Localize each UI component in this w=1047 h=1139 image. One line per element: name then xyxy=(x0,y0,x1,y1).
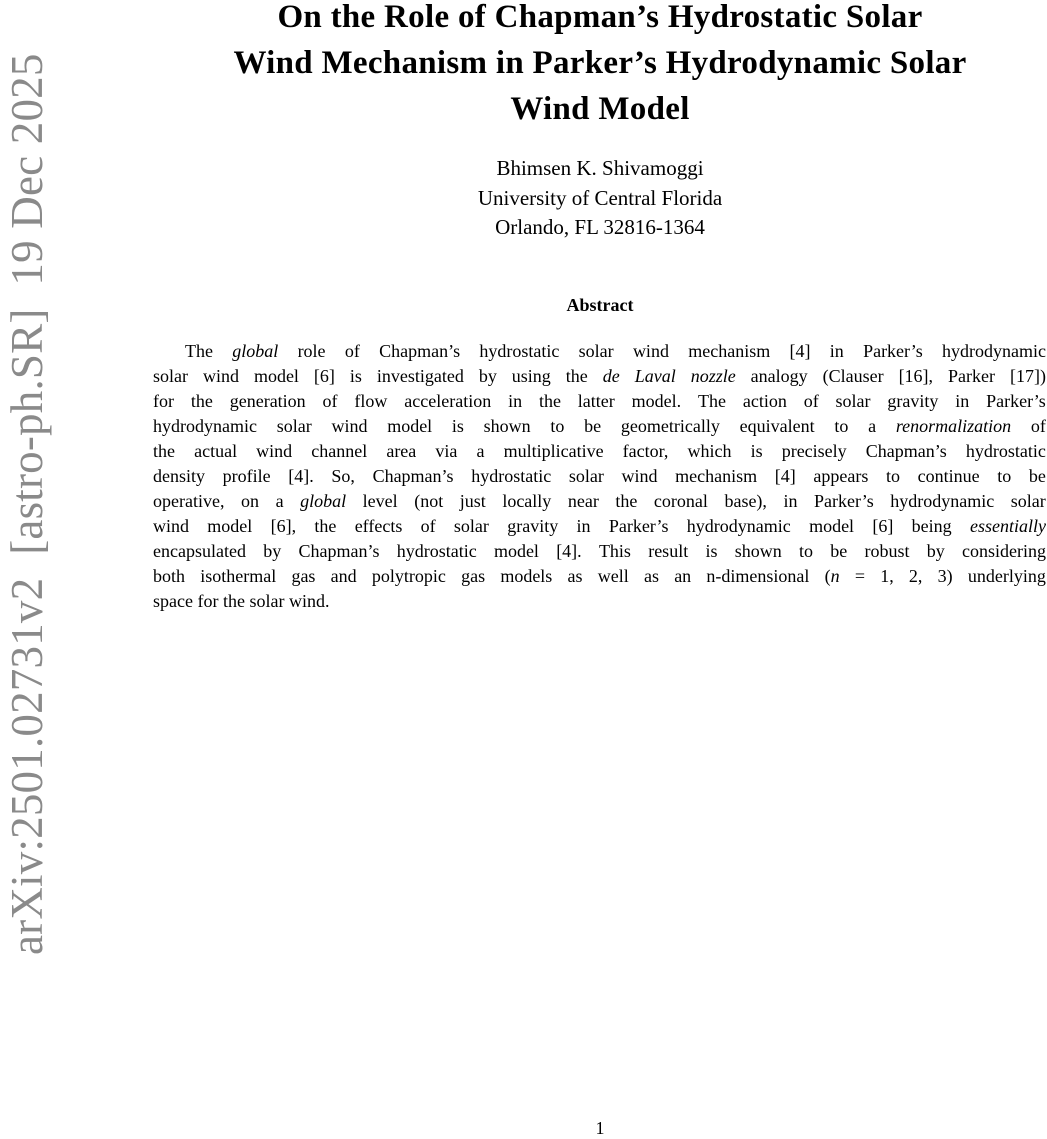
abstract-word: the xyxy=(222,591,245,611)
abstract-word: 1, xyxy=(880,566,894,586)
abstract-word: isothermal xyxy=(200,566,277,586)
abstract-word: being xyxy=(911,516,952,536)
abstract-word: is xyxy=(349,366,362,386)
abstract-word: equivalent xyxy=(739,416,815,436)
abstract-word: to xyxy=(550,416,565,436)
abstract-word: on xyxy=(241,491,260,511)
abstract-word: robust xyxy=(864,541,910,561)
abstract-word: the xyxy=(615,491,638,511)
abstract-word: The xyxy=(185,341,213,361)
abstract-word: the xyxy=(565,366,588,386)
abstract-word: to xyxy=(885,466,900,486)
abstract-word: to xyxy=(834,416,849,436)
abstract-word: solar xyxy=(453,516,489,536)
abstract-word: underlying xyxy=(967,566,1046,586)
abstract-word: the xyxy=(190,391,213,411)
abstract-heading: Abstract xyxy=(566,295,634,315)
abstract-word: Parker’s xyxy=(863,341,923,361)
abstract-word: in xyxy=(955,391,970,411)
abstract-word: flow xyxy=(354,391,388,411)
abstract-word: using xyxy=(511,366,551,386)
abstract-word: 3) xyxy=(937,566,953,586)
abstract-word: base), xyxy=(724,491,767,511)
abstract-word: well xyxy=(597,566,629,586)
abstract-word: result xyxy=(648,541,689,561)
abstract-word: wind xyxy=(202,366,239,386)
abstract-word: (n xyxy=(824,566,840,586)
abstract-word: Parker’s xyxy=(608,516,669,536)
abstract-word: [4]. xyxy=(556,541,582,561)
abstract-word: in xyxy=(508,391,523,411)
abstract-word: essentially xyxy=(969,516,1046,536)
abstract-word: a xyxy=(275,491,284,511)
abstract-word: of xyxy=(803,391,819,411)
abstract-word: solar xyxy=(1010,491,1046,511)
abstract-word: [4] xyxy=(774,466,796,486)
abstract-word: encapsulated xyxy=(153,541,246,561)
abstract-word: the xyxy=(153,441,175,461)
abstract-word: [6], xyxy=(270,516,297,536)
abstract-word: n-dimensional xyxy=(706,566,810,586)
abstract-word: by xyxy=(926,541,945,561)
abstract-word: in xyxy=(576,516,591,536)
author-affiliation: University of Central Florida xyxy=(477,185,723,210)
abstract-line xyxy=(153,464,1046,489)
abstract-word: wind xyxy=(331,416,368,436)
abstract-word: global xyxy=(300,491,347,511)
abstract-word: solar xyxy=(568,466,604,486)
abstract-word: operative, xyxy=(153,491,225,511)
author-block xyxy=(300,154,900,243)
abstract-word: model xyxy=(809,516,855,536)
abstract-word: locally xyxy=(502,491,552,511)
abstract-word: of xyxy=(420,516,436,536)
abstract-word: generation xyxy=(229,391,306,411)
abstract-word: This xyxy=(598,541,631,561)
abstract-word: de xyxy=(602,366,620,386)
abstract-word: [17]) xyxy=(1009,366,1046,386)
abstract-word: (Clauser xyxy=(822,366,884,386)
abstract-line xyxy=(153,389,1046,414)
arxiv-identifier-stamp: arXiv:2501.02731v2 [astro-ph.SR] 19 Dec 2025 xyxy=(2,53,52,955)
abstract-word: gas xyxy=(291,566,316,586)
abstract-word: Chapman’s xyxy=(372,466,454,486)
abstract-word: latter xyxy=(577,391,615,411)
abstract-word: level xyxy=(362,491,398,511)
abstract-word: wind xyxy=(621,466,658,486)
abstract-word: models xyxy=(500,566,553,586)
abstract-word: in xyxy=(829,341,844,361)
abstract-word: hydrodynamic xyxy=(153,416,257,436)
abstract-word: to xyxy=(798,541,813,561)
abstract-word: action xyxy=(742,391,787,411)
abstract-line xyxy=(153,514,1046,539)
abstract-line xyxy=(153,539,1046,564)
abstract-word: a xyxy=(868,416,877,436)
abstract-word: as xyxy=(643,566,659,586)
abstract-word: be xyxy=(584,416,602,436)
abstract-word: just xyxy=(459,491,486,511)
abstract-word: Parker’s xyxy=(986,391,1046,411)
abstract-word: [4]. xyxy=(288,466,314,486)
abstract-word: (not xyxy=(414,491,444,511)
abstract-line xyxy=(153,589,1046,614)
abstract-word: an xyxy=(674,566,692,586)
abstract-word: gas xyxy=(461,566,486,586)
abstract-word: gravity xyxy=(887,391,939,411)
abstract-word: hydrodynamic xyxy=(942,341,1046,361)
abstract-word: wind. xyxy=(288,591,330,611)
abstract-word: is xyxy=(750,441,763,461)
author-address: Orlando, FL 32816-1364 xyxy=(495,215,705,239)
abstract-word: is xyxy=(705,541,718,561)
title-line: Wind Model xyxy=(510,91,690,127)
abstract-line xyxy=(153,564,1046,589)
abstract-word: wind xyxy=(632,341,669,361)
abstract-word: [6] xyxy=(313,366,335,386)
abstract-word: hydrodynamic xyxy=(890,491,995,511)
abstract-word: the xyxy=(314,516,337,536)
abstract-word: Chapman’s xyxy=(865,441,947,461)
abstract-word: be xyxy=(830,541,848,561)
abstract-word: hydrostatic xyxy=(471,466,552,486)
abstract-word: coronal xyxy=(653,491,708,511)
abstract-word: is xyxy=(451,416,464,436)
abstract-word: solar xyxy=(578,341,614,361)
abstract-line xyxy=(153,339,1046,364)
abstract-word: [6] xyxy=(872,516,894,536)
abstract-word: Chapman’s xyxy=(298,541,380,561)
abstract-word: hydrodynamic xyxy=(686,516,791,536)
abstract-word: and xyxy=(330,566,357,586)
abstract-word: 2, xyxy=(908,566,923,586)
abstract-word: to xyxy=(997,466,1012,486)
abstract-word: investigated xyxy=(376,366,464,386)
abstract-word: actual xyxy=(194,441,238,461)
abstract-word: wind xyxy=(256,441,293,461)
abstract-word: model xyxy=(493,541,539,561)
abstract-word: [4] xyxy=(789,341,811,361)
abstract-word: hydrostatic xyxy=(396,541,477,561)
abstract-word: model xyxy=(387,416,433,436)
abstract-word: acceleration xyxy=(404,391,492,411)
abstract-word: = xyxy=(854,566,865,586)
abstract-word: shown xyxy=(483,416,531,436)
abstract-word: hydrostatic xyxy=(479,341,560,361)
abstract-word: geometrically xyxy=(620,416,720,436)
abstract-word: wind xyxy=(153,516,189,536)
abstract-line xyxy=(153,439,1046,464)
abstract-word: nozzle xyxy=(690,366,736,386)
abstract-line xyxy=(153,364,1046,389)
abstract-word: global xyxy=(232,341,279,361)
abstract-word: density xyxy=(153,466,205,486)
abstract-word: Laval xyxy=(634,366,676,386)
abstract-word: of xyxy=(1030,416,1046,436)
abstract-word: hydrostatic xyxy=(965,441,1046,461)
abstract-word: for xyxy=(197,591,219,611)
paper-title xyxy=(145,0,1047,132)
abstract-word: Chapman’s xyxy=(379,341,461,361)
abstract-word: which xyxy=(687,441,732,461)
abstract-word: solar xyxy=(276,416,312,436)
abstract-word: continue xyxy=(917,466,980,486)
abstract-word: of xyxy=(322,391,338,411)
abstract-word: near xyxy=(567,491,599,511)
abstract-word: by xyxy=(478,366,497,386)
abstract-word: by xyxy=(263,541,282,561)
abstract-word: space xyxy=(153,591,193,611)
abstract-word: the xyxy=(538,391,561,411)
abstract-line xyxy=(153,489,1046,514)
abstract-word: factor, xyxy=(622,441,669,461)
abstract-word: of xyxy=(344,341,360,361)
abstract-word: shown xyxy=(734,541,782,561)
abstract-word: model xyxy=(207,516,253,536)
abstract-word: So, xyxy=(331,466,355,486)
abstract-word: The xyxy=(698,391,726,411)
abstract-word: solar xyxy=(835,391,871,411)
abstract-word: gravity xyxy=(507,516,559,536)
abstract-word: precisely xyxy=(781,441,847,461)
abstract-word: solar xyxy=(153,366,188,386)
author-name: Bhimsen K. Shivamoggi xyxy=(496,156,704,180)
abstract-word: multiplicative xyxy=(503,441,604,461)
abstract-word: solar xyxy=(249,591,285,611)
abstract-word: both xyxy=(153,566,186,586)
title-line: On the Role of Chapman’s Hydrostatic Solar xyxy=(277,0,923,35)
abstract-word: model xyxy=(253,366,299,386)
abstract-word: role xyxy=(297,341,326,361)
abstract-word: [16], xyxy=(898,366,934,386)
abstract-line xyxy=(153,414,1046,439)
abstract-word: mechanism xyxy=(688,341,771,361)
abstract-word: a xyxy=(476,441,485,461)
abstract-word: be xyxy=(1028,466,1046,486)
abstract-word: Parker xyxy=(948,366,996,386)
abstract-word: effects xyxy=(354,516,403,536)
title-line: Wind Mechanism in Parker’s Hydrodynamic Solar xyxy=(233,45,967,81)
abstract-word: appears xyxy=(813,466,869,486)
abstract-word: model. xyxy=(631,391,682,411)
abstract-word: mechanism xyxy=(675,466,758,486)
abstract-word: profile xyxy=(222,466,271,486)
abstract-word: Parker’s xyxy=(814,491,874,511)
abstract-word: area xyxy=(386,441,417,461)
page-number: 1 xyxy=(595,1118,605,1138)
abstract-word: for xyxy=(153,391,174,411)
abstract-word: renormalization xyxy=(895,416,1012,436)
abstract-word: analogy xyxy=(750,366,808,386)
abstract-word: in xyxy=(783,491,798,511)
abstract-body xyxy=(153,339,1046,614)
abstract-word: channel xyxy=(311,441,368,461)
abstract-word: via xyxy=(435,441,458,461)
abstract-word: polytropic xyxy=(371,566,446,586)
abstract-word: as xyxy=(567,566,583,586)
abstract-word: considering xyxy=(962,541,1046,561)
